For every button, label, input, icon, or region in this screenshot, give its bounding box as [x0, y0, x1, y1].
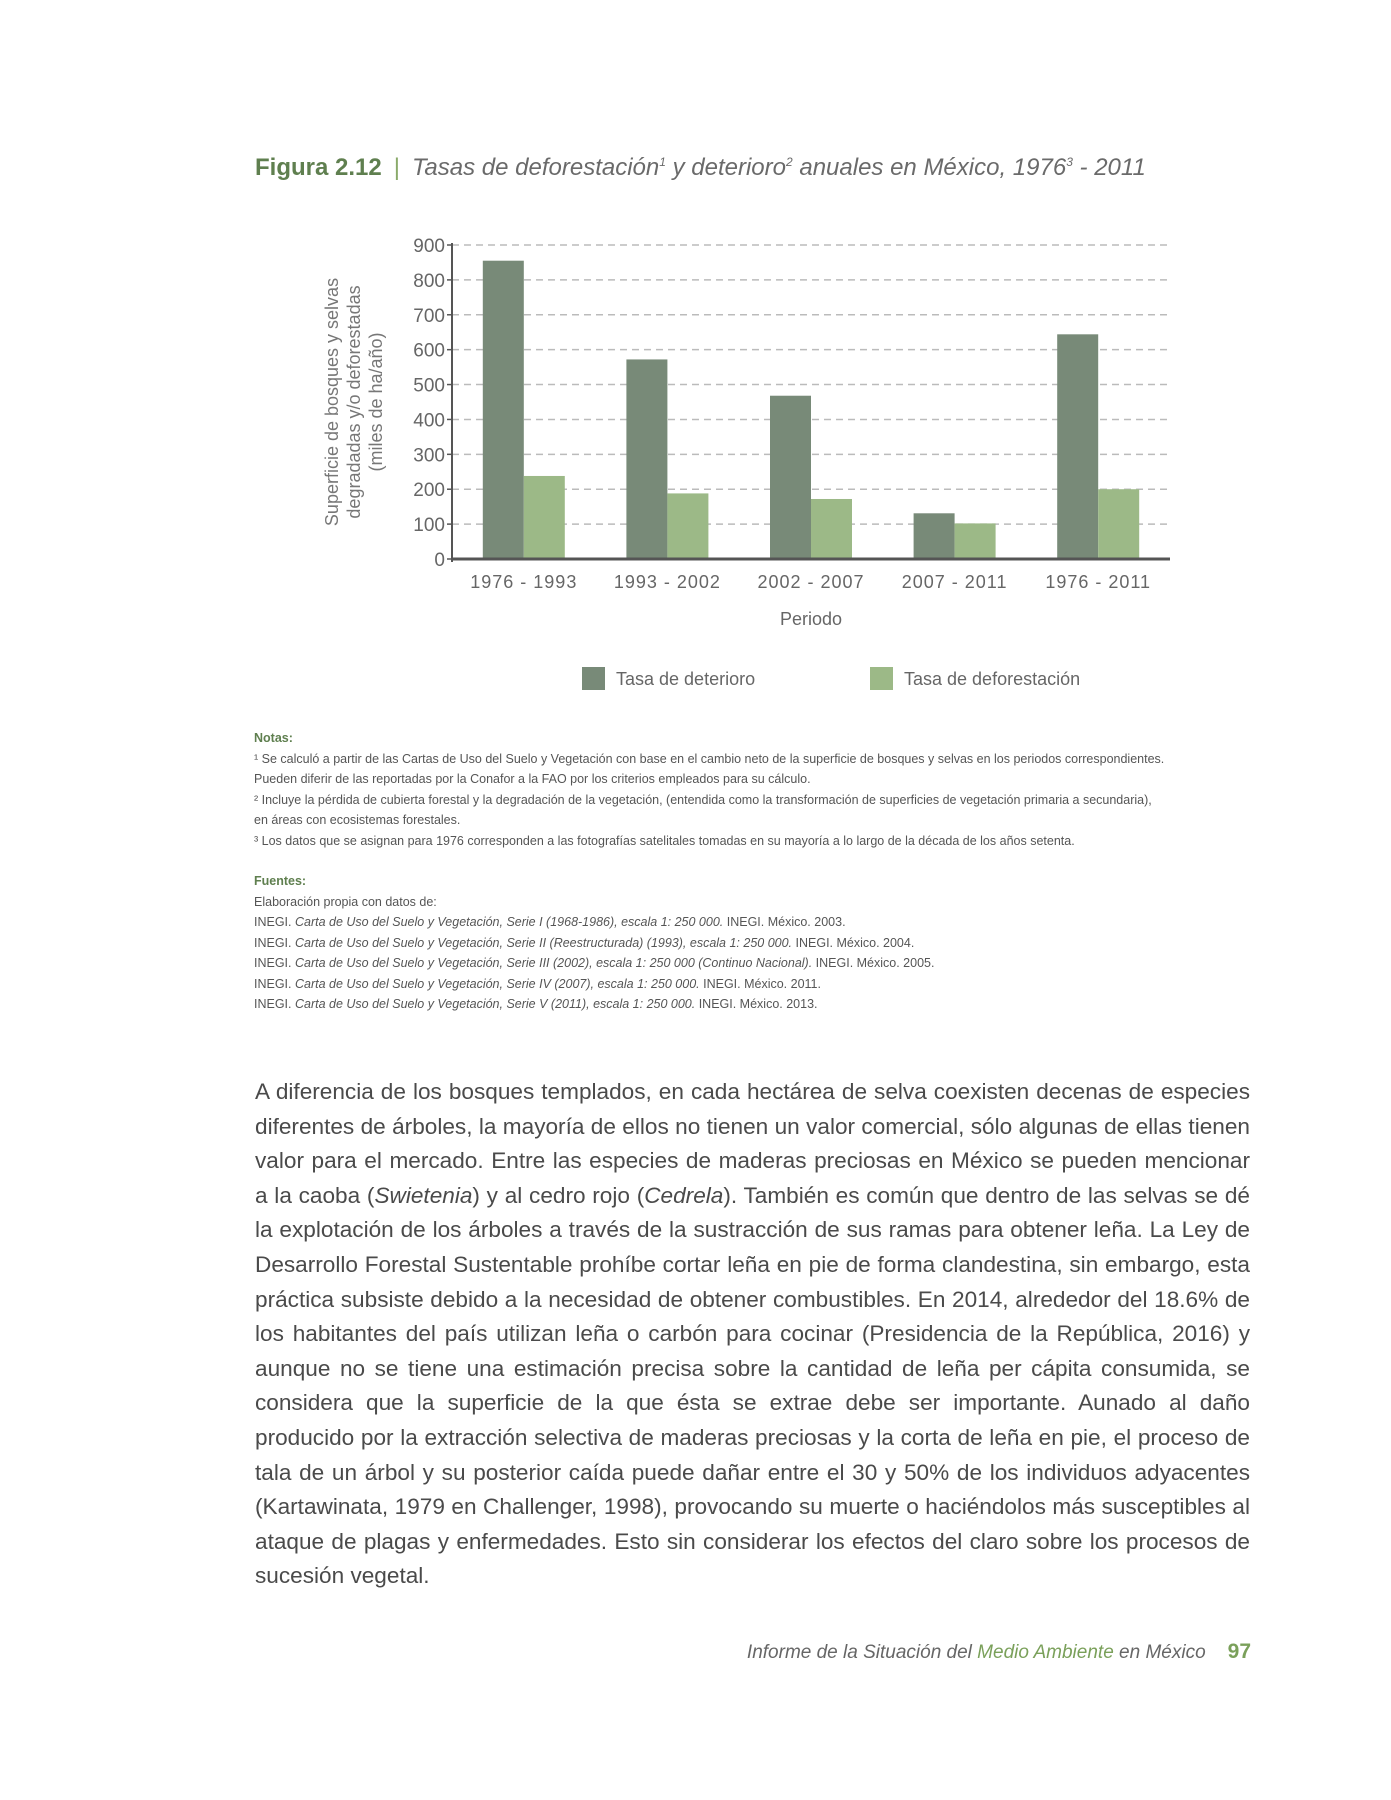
bar-deforestacion: [524, 476, 565, 559]
x-tick-label: 2007 - 2011: [901, 572, 1008, 592]
source-text: Carta de Uso del Suelo y Vegetación, Serie II (Reestructurada) (1993), escala 1: 250 000.: [294, 935, 793, 950]
page-footer: [747, 1640, 1251, 1664]
source-item: [254, 912, 1254, 933]
note-line: ¹ Se calculó a partir de las Cartas de Uso del Suelo y Vegetación con base en el cambio neto de la superficie de bosques y selvas en los periodos correspondientes.: [254, 751, 1165, 766]
bar-deforestacion: [667, 493, 708, 559]
source-text: INEGI.: [254, 956, 295, 970]
footer-text: Informe de la Situación del: [746, 1642, 978, 1663]
y-tick-label: 100: [413, 515, 445, 537]
source-item: [254, 994, 1254, 1015]
y-tick-label: 700: [413, 305, 445, 327]
figure-separator: |: [393, 154, 400, 181]
source-text: INEGI. México. 2004.: [792, 935, 915, 950]
x-tick-label: 1976 - 1993: [470, 572, 578, 592]
source-item: [254, 953, 1254, 974]
y-tick-label: 200: [413, 480, 445, 502]
source-text: INEGI.: [254, 997, 295, 1011]
source-text: INEGI. México. 2003.: [723, 915, 846, 929]
y-tick-label: 500: [413, 375, 445, 397]
source-text: INEGI. México. 2013.: [695, 997, 818, 1011]
footnote-ref: 1: [659, 155, 666, 169]
y-tick-label: 600: [413, 340, 445, 362]
note-line: Pueden diferir de las reportadas por la Conafor a la FAO por los criterios empleados para su cálculo.: [254, 772, 811, 786]
bar-deterioro: [1057, 334, 1098, 559]
bar-deforestacion: [955, 523, 996, 559]
source-text: INEGI.: [254, 935, 295, 950]
source-text: INEGI.: [254, 915, 295, 929]
text-run: ) y al cedro rojo (: [472, 1182, 645, 1208]
footnote-ref: 3: [1066, 155, 1073, 169]
bar-deforestacion: [1098, 489, 1139, 559]
x-axis-label: Periodo: [779, 609, 843, 629]
y-tick-label: 900: [413, 236, 445, 257]
caption-part: y deterioro: [665, 154, 786, 181]
bar-deterioro: [626, 359, 667, 559]
legend-label: Tasa de deforestación: [904, 669, 1081, 689]
x-tick-label: 1993 - 2002: [613, 572, 721, 592]
species-name: Cedrela: [644, 1182, 724, 1208]
notes-heading: Notas:: [254, 731, 293, 745]
species-name: Swietenia: [374, 1182, 473, 1208]
sources-heading: Fuentes:: [254, 874, 307, 888]
source-text: Carta de Uso del Suelo y Vegetación, Serie V (2011), escala 1: 250 000.: [294, 997, 696, 1011]
x-tick-label: 2002 - 2007: [757, 572, 865, 592]
sources-list: [254, 912, 1254, 1015]
source-text: INEGI. México. 2005.: [812, 956, 935, 970]
y-axis-label: degradadas y/o deforestadas: [344, 285, 364, 519]
bar-deforestacion: [811, 499, 852, 559]
y-tick-label: 300: [413, 445, 445, 467]
notes-section: [254, 728, 1254, 1015]
text-run: ). También es común que dentro de las selvas se dé la explotación de los árboles a través de la sustracción de sus ramas para obtener leña. La Ley de Desarrollo Forestal Sustentable prohíbe cortar leña en pie de forma clandestina, sin embargo, esta práctica subsiste debido a la necesidad de obtener combustibles. En 2014, alrededor del 18.6% de los habitantes del país utilizan leña o carbón para cocinar (Presidencia de la República, 2016) y aunque no se tiene una estimación precisa sobre la cantidad de leña per cápita consumida, se considera que la superficie de la que ésta se extrae debe ser importante. Aunado al daño producido por la extracción selectiva de maderas preciosas y la corta de leña en pie, el proceso de tala de un árbol y su posterior caída puede dañar entre el 30 y 50% de los individuos adyacentes (Kartawinata, 1979 en Challenger, 1998), provocando su muerte o haciéndolos más susceptibles al ataque de plagas y enfermedades. Esto sin considerar los efectos del claro sobre los procesos de sucesión vegetal.: [255, 1182, 1250, 1589]
bar-chart: [0, 0, 1391, 720]
source-text: INEGI. México. 2011.: [699, 976, 821, 991]
y-axis-label: (miles de ha/año): [366, 332, 386, 472]
caption-part: Tasas de deforestación: [411, 154, 660, 181]
y-tick-label: 400: [413, 410, 445, 432]
legend-label: Tasa de deterioro: [616, 669, 756, 689]
body-paragraph: [255, 1075, 1250, 1594]
sources-intro: Elaboración propia con datos de:: [254, 894, 437, 909]
caption-part: anuales en México, 1976: [792, 154, 1067, 181]
source-text: Carta de Uso del Suelo y Vegetación, Serie IV (2007), escala 1: 250 000.: [294, 976, 700, 991]
text-run: A diferencia de los bosques templados, en cada hectárea de selva coexisten decenas de especies diferentes de árboles, la mayoría de ellos no tienen un valor comercial, sólo algunas de ellas tienen valor para el mercado. Entre las especies de maderas preciosas en México se pueden mencionar a la caoba (: [255, 1079, 1250, 1208]
bar-deterioro: [770, 396, 811, 559]
footnote-ref: 2: [785, 155, 793, 169]
source-text: INEGI.: [254, 976, 295, 991]
legend-swatch: [870, 667, 893, 690]
footer-highlight: Medio Ambiente: [977, 1642, 1114, 1663]
note-line: ² Incluye la pérdida de cubierta forestal y la degradación de la vegetación, (entendida como la transformación de superficies de vegetación primaria a secundaria),: [254, 792, 1152, 807]
y-tick-label: 0: [434, 550, 445, 571]
note-line: en áreas con ecosistemas forestales.: [254, 813, 461, 827]
source-item: [254, 974, 1254, 995]
page-number: 97: [1227, 1640, 1251, 1663]
source-text: Carta de Uso del Suelo y Vegetación, Serie I (1968-1986), escala 1: 250 000.: [294, 915, 724, 929]
bar-deterioro: [914, 513, 955, 559]
x-tick-label: 1976 - 2011: [1045, 572, 1152, 592]
bar-deterioro: [483, 261, 524, 559]
source-text: Carta de Uso del Suelo y Vegetación, Serie III (2002), escala 1: 250 000 (Continuo Nacional).: [294, 956, 813, 970]
footer-text: en México: [1113, 1642, 1206, 1663]
legend-swatch: [582, 667, 605, 690]
note-line: ³ Los datos que se asignan para 1976 corresponden a las fotografías satelitales tomadas en su mayoría a lo largo de la década de los años setenta.: [254, 833, 1075, 848]
y-axis-label: Superficie de bosques y selvas: [322, 277, 342, 527]
caption-part: - 2011: [1072, 154, 1146, 181]
figure-label: Figura 2.12: [255, 154, 382, 181]
y-tick-label: 800: [413, 270, 445, 292]
source-item: [254, 933, 1254, 954]
